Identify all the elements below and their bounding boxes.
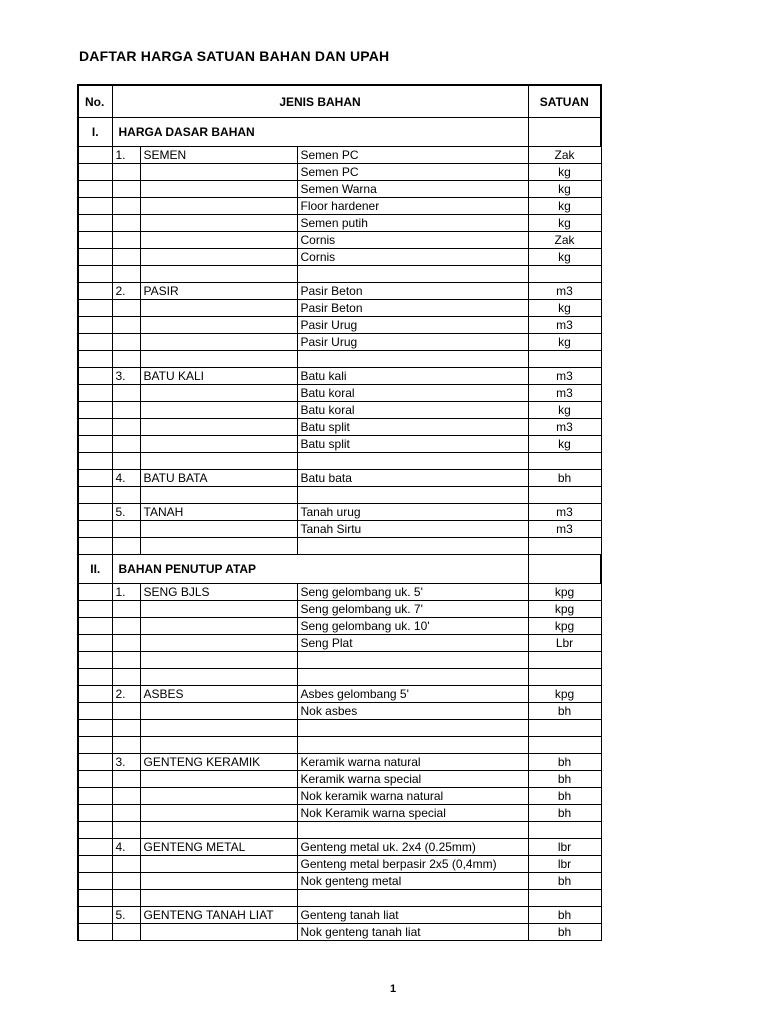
material-name: Nok asbes bbox=[297, 703, 528, 720]
item-number bbox=[112, 822, 140, 839]
row-no-cell bbox=[78, 907, 112, 924]
material-row bbox=[78, 402, 601, 419]
row-no-cell bbox=[78, 419, 112, 436]
material-row bbox=[78, 181, 601, 198]
category-name bbox=[140, 720, 297, 737]
section-number: I. bbox=[78, 118, 112, 147]
row-no-cell bbox=[78, 771, 112, 788]
material-row bbox=[78, 198, 601, 215]
category-name bbox=[140, 487, 297, 504]
row-no-cell bbox=[78, 215, 112, 232]
row-no-cell bbox=[78, 300, 112, 317]
material-name: Batu koral bbox=[297, 402, 528, 419]
unit-cell: kg bbox=[528, 300, 601, 317]
item-number bbox=[112, 521, 140, 538]
row-no-cell bbox=[78, 402, 112, 419]
material-row bbox=[78, 669, 601, 686]
unit-cell: m3 bbox=[528, 385, 601, 402]
category-name bbox=[140, 351, 297, 368]
item-number bbox=[112, 300, 140, 317]
material-row bbox=[78, 283, 601, 300]
category-name bbox=[140, 232, 297, 249]
table-body bbox=[78, 85, 601, 941]
material-name: Pasir Beton bbox=[297, 300, 528, 317]
category-name bbox=[140, 924, 297, 941]
material-row bbox=[78, 703, 601, 720]
category-name bbox=[140, 419, 297, 436]
unit-cell bbox=[528, 538, 601, 555]
row-no-cell bbox=[78, 368, 112, 385]
unit-cell: bh bbox=[528, 788, 601, 805]
material-name bbox=[297, 453, 528, 470]
category-name bbox=[140, 788, 297, 805]
row-no-cell bbox=[78, 618, 112, 635]
unit-cell: m3 bbox=[528, 368, 601, 385]
material-row bbox=[78, 720, 601, 737]
category-name: BATU BATA bbox=[140, 470, 297, 487]
material-name: Batu koral bbox=[297, 385, 528, 402]
material-row bbox=[78, 788, 601, 805]
item-number bbox=[112, 618, 140, 635]
material-name: Semen PC bbox=[297, 147, 528, 164]
row-no-cell bbox=[78, 538, 112, 555]
category-name bbox=[140, 385, 297, 402]
material-row bbox=[78, 334, 601, 351]
category-name bbox=[140, 402, 297, 419]
category-name bbox=[140, 805, 297, 822]
material-row bbox=[78, 419, 601, 436]
material-row bbox=[78, 652, 601, 669]
category-name: GENTENG KERAMIK bbox=[140, 754, 297, 771]
row-no-cell bbox=[78, 601, 112, 618]
category-name bbox=[140, 538, 297, 555]
material-row bbox=[78, 686, 601, 703]
item-number bbox=[112, 385, 140, 402]
item-number: 3. bbox=[112, 368, 140, 385]
row-no-cell bbox=[78, 703, 112, 720]
row-no-cell bbox=[78, 686, 112, 703]
material-row bbox=[78, 385, 601, 402]
material-name: Nok genteng metal bbox=[297, 873, 528, 890]
item-number: 5. bbox=[112, 907, 140, 924]
material-row bbox=[78, 856, 601, 873]
unit-cell: bh bbox=[528, 873, 601, 890]
material-name: Seng gelombang uk. 7' bbox=[297, 601, 528, 618]
unit-cell: kg bbox=[528, 164, 601, 181]
material-name: Seng Plat bbox=[297, 635, 528, 652]
unit-cell bbox=[528, 652, 601, 669]
row-no-cell bbox=[78, 198, 112, 215]
category-name bbox=[140, 300, 297, 317]
material-name: Genteng metal uk. 2x4 (0.25mm) bbox=[297, 839, 528, 856]
unit-cell: bh bbox=[528, 805, 601, 822]
material-row bbox=[78, 215, 601, 232]
section-title: HARGA DASAR BAHAN bbox=[112, 118, 528, 147]
material-name bbox=[297, 266, 528, 283]
unit-cell: bh bbox=[528, 470, 601, 487]
material-name: Nok keramik warna natural bbox=[297, 788, 528, 805]
unit-cell bbox=[528, 266, 601, 283]
material-name: Asbes gelombang 5' bbox=[297, 686, 528, 703]
item-number bbox=[112, 249, 140, 266]
row-no-cell bbox=[78, 470, 112, 487]
material-name bbox=[297, 351, 528, 368]
material-row bbox=[78, 584, 601, 601]
item-number: 4. bbox=[112, 470, 140, 487]
material-name: Genteng tanah liat bbox=[297, 907, 528, 924]
unit-cell: kpg bbox=[528, 618, 601, 635]
row-no-cell bbox=[78, 453, 112, 470]
material-row bbox=[78, 521, 601, 538]
unit-cell: kg bbox=[528, 215, 601, 232]
unit-cell: kpg bbox=[528, 584, 601, 601]
row-no-cell bbox=[78, 317, 112, 334]
material-row bbox=[78, 805, 601, 822]
material-name bbox=[297, 822, 528, 839]
item-number bbox=[112, 164, 140, 181]
category-name: SEMEN bbox=[140, 147, 297, 164]
category-name bbox=[140, 652, 297, 669]
unit-cell bbox=[528, 669, 601, 686]
material-row bbox=[78, 538, 601, 555]
material-name bbox=[297, 890, 528, 907]
material-name: Batu kali bbox=[297, 368, 528, 385]
row-no-cell bbox=[78, 635, 112, 652]
row-no-cell bbox=[78, 351, 112, 368]
table-header-row bbox=[78, 85, 601, 118]
row-no-cell bbox=[78, 521, 112, 538]
unit-cell: Zak bbox=[528, 232, 601, 249]
item-number bbox=[112, 317, 140, 334]
unit-cell: kg bbox=[528, 249, 601, 266]
unit-cell: kpg bbox=[528, 601, 601, 618]
material-name bbox=[297, 652, 528, 669]
material-row bbox=[78, 351, 601, 368]
price-table bbox=[77, 84, 602, 941]
material-name: Semen PC bbox=[297, 164, 528, 181]
unit-cell: bh bbox=[528, 754, 601, 771]
material-name: Pasir Urug bbox=[297, 334, 528, 351]
material-name: Batu split bbox=[297, 436, 528, 453]
item-number: 1. bbox=[112, 584, 140, 601]
row-no-cell bbox=[78, 436, 112, 453]
category-name bbox=[140, 249, 297, 266]
unit-cell: Zak bbox=[528, 147, 601, 164]
unit-cell: kg bbox=[528, 334, 601, 351]
material-name: Semen Warna bbox=[297, 181, 528, 198]
row-no-cell bbox=[78, 924, 112, 941]
row-no-cell bbox=[78, 487, 112, 504]
material-name: Cornis bbox=[297, 232, 528, 249]
item-number bbox=[112, 266, 140, 283]
item-number bbox=[112, 419, 140, 436]
header-satuan: SATUAN bbox=[528, 85, 601, 118]
row-no-cell bbox=[78, 788, 112, 805]
category-name: ASBES bbox=[140, 686, 297, 703]
material-row bbox=[78, 907, 601, 924]
unit-cell: kg bbox=[528, 402, 601, 419]
item-number bbox=[112, 198, 140, 215]
row-no-cell bbox=[78, 504, 112, 521]
section-number: II. bbox=[78, 555, 112, 584]
material-row bbox=[78, 504, 601, 521]
material-row bbox=[78, 771, 601, 788]
row-no-cell bbox=[78, 147, 112, 164]
unit-cell bbox=[528, 890, 601, 907]
item-number bbox=[112, 856, 140, 873]
category-name bbox=[140, 198, 297, 215]
material-name: Batu split bbox=[297, 419, 528, 436]
item-number bbox=[112, 703, 140, 720]
unit-cell bbox=[528, 351, 601, 368]
row-no-cell bbox=[78, 873, 112, 890]
item-number bbox=[112, 788, 140, 805]
material-name bbox=[297, 720, 528, 737]
material-row bbox=[78, 839, 601, 856]
item-number bbox=[112, 635, 140, 652]
unit-cell: bh bbox=[528, 907, 601, 924]
category-name bbox=[140, 181, 297, 198]
material-row bbox=[78, 635, 601, 652]
section-row bbox=[78, 555, 601, 584]
material-row bbox=[78, 754, 601, 771]
row-no-cell bbox=[78, 856, 112, 873]
item-number: 2. bbox=[112, 686, 140, 703]
row-no-cell bbox=[78, 249, 112, 266]
category-name: SENG BJLS bbox=[140, 584, 297, 601]
category-name bbox=[140, 317, 297, 334]
section-satuan-cell bbox=[528, 555, 601, 584]
row-no-cell bbox=[78, 822, 112, 839]
item-number: 2. bbox=[112, 283, 140, 300]
category-name bbox=[140, 890, 297, 907]
material-row bbox=[78, 487, 601, 504]
unit-cell: kg bbox=[528, 436, 601, 453]
item-number: 4. bbox=[112, 839, 140, 856]
material-name bbox=[297, 487, 528, 504]
category-name bbox=[140, 521, 297, 538]
material-name bbox=[297, 737, 528, 754]
unit-cell: m3 bbox=[528, 419, 601, 436]
item-number bbox=[112, 737, 140, 754]
material-name: Seng gelombang uk. 5' bbox=[297, 584, 528, 601]
material-name: Pasir Urug bbox=[297, 317, 528, 334]
item-number bbox=[112, 181, 140, 198]
material-row bbox=[78, 147, 601, 164]
unit-cell bbox=[528, 453, 601, 470]
material-name: Pasir Beton bbox=[297, 283, 528, 300]
material-name bbox=[297, 538, 528, 555]
item-number bbox=[112, 652, 140, 669]
material-name: Nok Keramik warna special bbox=[297, 805, 528, 822]
material-name: Cornis bbox=[297, 249, 528, 266]
row-no-cell bbox=[78, 266, 112, 283]
material-name bbox=[297, 669, 528, 686]
row-no-cell bbox=[78, 164, 112, 181]
unit-cell: m3 bbox=[528, 283, 601, 300]
unit-cell bbox=[528, 487, 601, 504]
material-row bbox=[78, 368, 601, 385]
material-name: Tanah Sirtu bbox=[297, 521, 528, 538]
category-name bbox=[140, 436, 297, 453]
material-row bbox=[78, 601, 601, 618]
unit-cell: Lbr bbox=[528, 635, 601, 652]
unit-cell: bh bbox=[528, 924, 601, 941]
category-name bbox=[140, 822, 297, 839]
unit-cell: lbr bbox=[528, 839, 601, 856]
category-name bbox=[140, 266, 297, 283]
material-name: Floor hardener bbox=[297, 198, 528, 215]
material-row bbox=[78, 890, 601, 907]
material-name: Batu bata bbox=[297, 470, 528, 487]
row-no-cell bbox=[78, 385, 112, 402]
section-satuan-cell bbox=[528, 118, 601, 147]
category-name bbox=[140, 703, 297, 720]
document-title: DAFTAR HARGA SATUAN BAHAN DAN UPAH bbox=[79, 48, 390, 64]
item-number bbox=[112, 669, 140, 686]
category-name bbox=[140, 618, 297, 635]
item-number bbox=[112, 453, 140, 470]
category-name: GENTENG METAL bbox=[140, 839, 297, 856]
item-number bbox=[112, 351, 140, 368]
category-name bbox=[140, 856, 297, 873]
unit-cell bbox=[528, 720, 601, 737]
category-name bbox=[140, 771, 297, 788]
category-name bbox=[140, 635, 297, 652]
row-no-cell bbox=[78, 737, 112, 754]
row-no-cell bbox=[78, 839, 112, 856]
row-no-cell bbox=[78, 669, 112, 686]
unit-cell: m3 bbox=[528, 521, 601, 538]
page-number: 1 bbox=[389, 983, 397, 995]
row-no-cell bbox=[78, 181, 112, 198]
material-name: Genteng metal berpasir 2x5 (0,4mm) bbox=[297, 856, 528, 873]
item-number: 3. bbox=[112, 754, 140, 771]
header-no: No. bbox=[78, 85, 112, 118]
row-no-cell bbox=[78, 283, 112, 300]
material-row bbox=[78, 737, 601, 754]
section-title: BAHAN PENUTUP ATAP bbox=[112, 555, 528, 584]
material-row bbox=[78, 873, 601, 890]
material-name: Tanah urug bbox=[297, 504, 528, 521]
item-number bbox=[112, 487, 140, 504]
material-name: Semen putih bbox=[297, 215, 528, 232]
material-row bbox=[78, 618, 601, 635]
header-jenis-bahan: JENIS BAHAN bbox=[112, 85, 528, 118]
unit-cell: lbr bbox=[528, 856, 601, 873]
material-name: Seng gelombang uk. 10' bbox=[297, 618, 528, 635]
item-number bbox=[112, 402, 140, 419]
item-number: 5. bbox=[112, 504, 140, 521]
material-row bbox=[78, 822, 601, 839]
item-number: 1. bbox=[112, 147, 140, 164]
row-no-cell bbox=[78, 232, 112, 249]
material-row bbox=[78, 453, 601, 470]
item-number bbox=[112, 890, 140, 907]
item-number bbox=[112, 924, 140, 941]
item-number bbox=[112, 873, 140, 890]
item-number bbox=[112, 436, 140, 453]
row-no-cell bbox=[78, 334, 112, 351]
row-no-cell bbox=[78, 805, 112, 822]
row-no-cell bbox=[78, 720, 112, 737]
row-no-cell bbox=[78, 754, 112, 771]
item-number bbox=[112, 538, 140, 555]
category-name: TANAH bbox=[140, 504, 297, 521]
unit-cell: m3 bbox=[528, 317, 601, 334]
unit-cell bbox=[528, 822, 601, 839]
category-name bbox=[140, 873, 297, 890]
category-name bbox=[140, 669, 297, 686]
material-row bbox=[78, 300, 601, 317]
material-row bbox=[78, 232, 601, 249]
unit-cell: kpg bbox=[528, 686, 601, 703]
material-row bbox=[78, 317, 601, 334]
item-number bbox=[112, 771, 140, 788]
material-row bbox=[78, 924, 601, 941]
category-name: BATU KALI bbox=[140, 368, 297, 385]
row-no-cell bbox=[78, 890, 112, 907]
section-row bbox=[78, 118, 601, 147]
material-row bbox=[78, 470, 601, 487]
category-name bbox=[140, 737, 297, 754]
category-name bbox=[140, 601, 297, 618]
unit-cell: bh bbox=[528, 703, 601, 720]
item-number bbox=[112, 601, 140, 618]
category-name: GENTENG TANAH LIAT bbox=[140, 907, 297, 924]
unit-cell: kg bbox=[528, 198, 601, 215]
item-number bbox=[112, 805, 140, 822]
item-number bbox=[112, 215, 140, 232]
unit-cell: kg bbox=[528, 181, 601, 198]
category-name bbox=[140, 453, 297, 470]
category-name bbox=[140, 215, 297, 232]
material-name: Nok genteng tanah liat bbox=[297, 924, 528, 941]
row-no-cell bbox=[78, 584, 112, 601]
item-number bbox=[112, 334, 140, 351]
category-name: PASIR bbox=[140, 283, 297, 300]
material-row bbox=[78, 164, 601, 181]
material-name: Keramik warna special bbox=[297, 771, 528, 788]
item-number bbox=[112, 720, 140, 737]
material-name: Keramik warna natural bbox=[297, 754, 528, 771]
material-row bbox=[78, 266, 601, 283]
material-row bbox=[78, 249, 601, 266]
category-name bbox=[140, 334, 297, 351]
unit-cell bbox=[528, 737, 601, 754]
row-no-cell bbox=[78, 652, 112, 669]
material-row bbox=[78, 436, 601, 453]
unit-cell: m3 bbox=[528, 504, 601, 521]
item-number bbox=[112, 232, 140, 249]
unit-cell: bh bbox=[528, 771, 601, 788]
category-name bbox=[140, 164, 297, 181]
